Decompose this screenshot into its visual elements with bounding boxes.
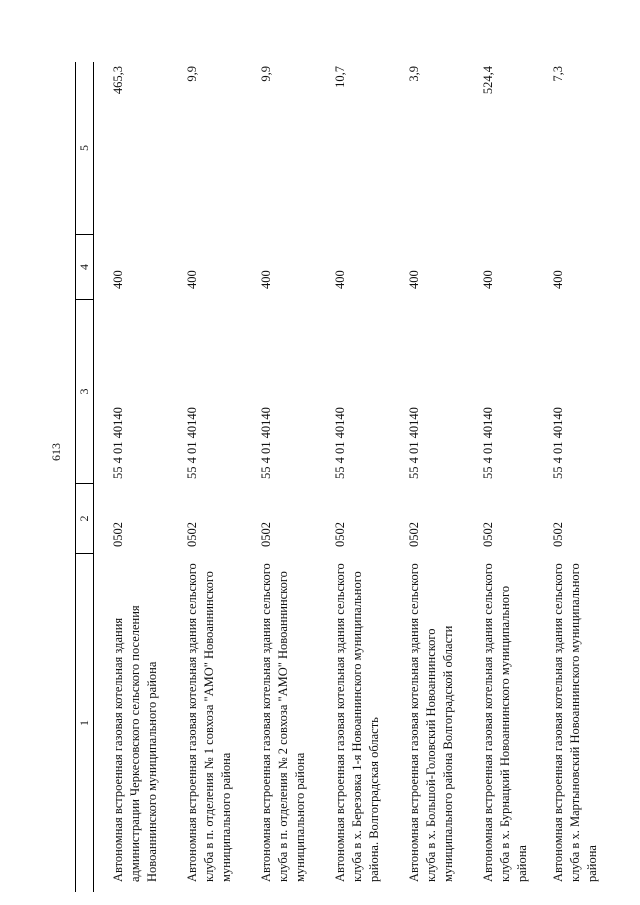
row-amount: 7,3 xyxy=(551,66,565,82)
row-name: Автономная встроенная газовая котельная здания сельского клуба в х. Бурнацкий Новоаннинского муниципального района xyxy=(481,563,529,882)
header-col-3: 3 xyxy=(77,388,91,395)
row-amount: 465,3 xyxy=(111,66,125,95)
table-row xyxy=(258,62,332,892)
table-row xyxy=(406,62,480,892)
header-col-4: 4 xyxy=(77,264,91,270)
row-section-code: 0502 xyxy=(333,522,347,547)
row-expense-type: 400 xyxy=(111,270,125,289)
row-target-article: 55 4 01 40140 xyxy=(333,407,347,479)
header-col-5: 5 xyxy=(77,145,91,151)
row-expense-type: 400 xyxy=(333,270,347,289)
header-divider xyxy=(76,299,93,300)
row-section-code: 0502 xyxy=(259,522,273,547)
row-name: Автономная встроенная газовая котельная здания сельского клуба в п. отделения № 2 совхоза "АМО" Новоаннинского муниципального района xyxy=(259,563,307,882)
row-section-code: 0502 xyxy=(407,522,421,547)
row-amount: 524,4 xyxy=(481,66,495,95)
table-header xyxy=(75,62,94,892)
header-col-2: 2 xyxy=(77,515,91,522)
row-target-article: 55 4 01 40140 xyxy=(111,407,125,479)
row-target-article: 55 4 01 40140 xyxy=(407,407,421,479)
row-target-article: 55 4 01 40140 xyxy=(481,407,495,479)
row-expense-type: 400 xyxy=(407,270,421,289)
row-section-code: 0502 xyxy=(551,522,565,547)
header-col-1: 1 xyxy=(77,720,91,726)
row-section-code: 0502 xyxy=(481,522,495,547)
header-divider xyxy=(76,234,93,235)
row-name: Автономная встроенная газовая котельная здания сельского клуба в х. Мартыновский Новоаннинского муниципального района xyxy=(551,563,599,882)
page-number: 613 xyxy=(49,443,63,461)
row-name: Автономная встроенная газовая котельная здания сельского клуба в х. Березовка 1-я Новоаннинского муниципального района. Волгоградская область xyxy=(333,563,381,882)
row-amount: 9,9 xyxy=(185,66,199,82)
row-target-article: 55 4 01 40140 xyxy=(259,407,273,479)
table-row xyxy=(332,62,406,892)
row-expense-type: 400 xyxy=(551,270,565,289)
table-row xyxy=(550,62,624,892)
row-section-code: 0502 xyxy=(185,522,199,547)
row-expense-type: 400 xyxy=(259,270,273,289)
table-row xyxy=(480,62,554,892)
row-expense-type: 400 xyxy=(481,270,495,289)
row-name: Автономная встроенная газовая котельная здания администрации Черкесовского сельского поселения Новоаннинского муниципального района xyxy=(111,605,159,882)
row-name: Автономная встроенная газовая котельная здания сельского клуба в х. Большой-Головский Новоаннинского муниципального района Волгоградской области xyxy=(407,563,455,882)
row-name: Автономная встроенная газовая котельная здания сельского клуба в п. отделения № 1 совхоза "АМО" Новоаннинского муниципального района xyxy=(185,563,233,882)
header-divider xyxy=(76,483,93,484)
row-amount: 3,9 xyxy=(407,66,421,82)
row-target-article: 55 4 01 40140 xyxy=(551,407,565,479)
row-target-article: 55 4 01 40140 xyxy=(185,407,199,479)
row-amount: 9,9 xyxy=(259,66,273,82)
budget-table xyxy=(75,62,615,892)
table-row xyxy=(184,62,258,892)
row-section-code: 0502 xyxy=(111,522,125,547)
table-row xyxy=(110,62,184,892)
row-amount: 10,7 xyxy=(333,66,347,88)
row-expense-type: 400 xyxy=(185,270,199,289)
header-divider xyxy=(76,553,93,554)
